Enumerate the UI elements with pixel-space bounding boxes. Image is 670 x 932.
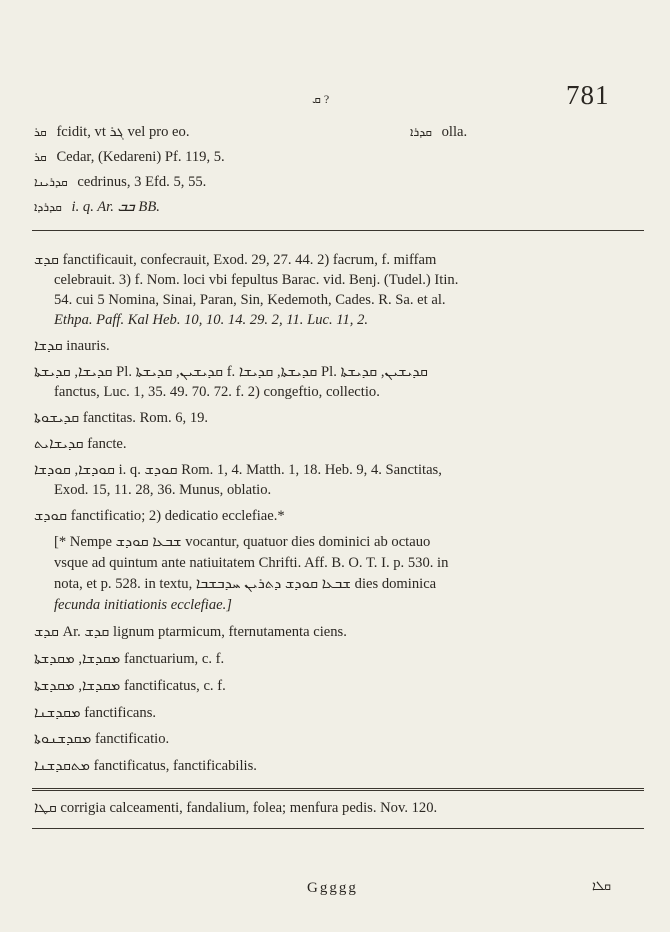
entry-line: ܩܕܝܫܐ, ܩܕܝܫܬܐ Pl. ܩܕܝܫܝܢ, ܩܕܝܫܬܐ f. ܩܕܝܫܬܐ, ܩܕܝܫܐ Pl. ܩܕܝܫܝܢ, ܩܕܝܫܬܐ (34, 364, 428, 380)
definition: fcidit, vt ܓܪ vel pro eo. (56, 124, 190, 140)
entry-line: ܩܕܫ Ar. ܩܕܫ lignum ptarmicum, fternutamenta ciens. (34, 624, 347, 640)
note-line: fecunda initiationis ecclefiae.] (54, 597, 232, 613)
definition: Cedar, (Kedareni) Pf. 119, 5. (56, 149, 225, 165)
definition: olla. (441, 124, 468, 140)
headword: ܩܕܪܝܢܐ (34, 175, 68, 189)
headword: ܩܪ (34, 150, 47, 164)
signature-mark: Ggggg (307, 880, 358, 896)
section-divider (32, 788, 644, 791)
entry-line: ܩܘܕܫ fanctificatio; 2) dedicatio ecclefiae.* (34, 508, 285, 524)
catchword: ܩܠܐ (592, 879, 611, 894)
entry-line (34, 174, 642, 191)
entry-line: ܡܩܕܫܢܐ fanctificans. (34, 705, 157, 721)
entry-line: ܩܕܫܐ inauris. (34, 338, 110, 354)
entry-line: ܡܩܕܫܢܘܬܐ fanctificatio. (34, 731, 170, 747)
section-divider (32, 230, 644, 231)
footer-divider (32, 828, 644, 829)
entry-line: ܡܩܕܫܐ, ܡܩܕܫܬܐ fanctuarium, c. f. (34, 651, 225, 667)
running-mark: ܩ ? (312, 92, 330, 106)
entry-line: ܩܕܝܫܐܝܬ fancte. (34, 436, 127, 452)
entry-line: celebrauit. 3) f. Nom. loci vbi fepultus Barac. vid. Benj. (Tudel.) Itin. (54, 272, 459, 288)
entry-line: ܡܩܕܫܐ, ܡܩܕܫܬܐ fanctificatus, c. f. (34, 678, 226, 694)
entry-line (34, 124, 642, 141)
entry-line: Ethpa. Paff. Kal Heb. 10, 10. 14. 29. 2, 11. Luc. 11, 2. (54, 312, 369, 328)
headword: ܩܕܪܐ (410, 125, 432, 139)
entry-line: ܩܘܕܫܐ, ܩܘܕܫܐ i. q. ܩܘܕܫ Rom. 1, 4. Matth. 1, 18. Heb. 9, 4. Sanctitas, (34, 462, 442, 478)
entry-line: ܡܬܩܕܫܢܐ fanctificatus, fanctificabilis. (34, 758, 257, 774)
entry-line (34, 149, 642, 166)
headword: ܩܪ (34, 125, 47, 139)
note-line: [* Nempe ܫܒܥܐ ܩܘܕܫ vocantur, quatuor dies dominici ab octauo (54, 534, 431, 550)
note-line: vsque ad quintum ante natiuitatem Chrifti. Aff. B. O. T. I. p. 530. in (54, 555, 449, 571)
headword: ܩܕܪܕܐ (34, 200, 62, 214)
entry-line: Exod. 15, 11. 28, 36. Munus, oblatio. (54, 482, 272, 498)
entry-line: ܩܕܝܫܘܬܐ fanctitas. Rom. 6, 19. (34, 410, 209, 426)
definition: cedrinus, 3 Efd. 5, 55. (77, 174, 207, 190)
entry-line: ܩܛܐ corrigia calceamenti, fandalium, folea; menfura pedis. Nov. 120. (34, 800, 438, 816)
entry-line (34, 199, 642, 216)
entry-line: ܩܕܫ fanctificauit, confecrauit, Exod. 29, 27. 44. 2) facrum, f. miffam (34, 252, 437, 268)
definition: i. q. Ar. ܒܒ BB. (71, 199, 160, 215)
note-line: nota, et p. 528. in textu, ܫܒܥܐ ܩܘܕܫ ܕܬܪܝܢ ܚܕܒܫܒܐ dies dominica (54, 576, 437, 592)
entry-line: 54. cui 5 Nomina, Sinai, Paran, Sin, Kedemoth, Cades. R. Sa. et al. (54, 292, 446, 308)
entry-line: fanctus, Luc. 1, 35. 49. 70. 72. f. 2) congeftio, collectio. (54, 384, 380, 400)
page-number: 781 (566, 80, 610, 110)
